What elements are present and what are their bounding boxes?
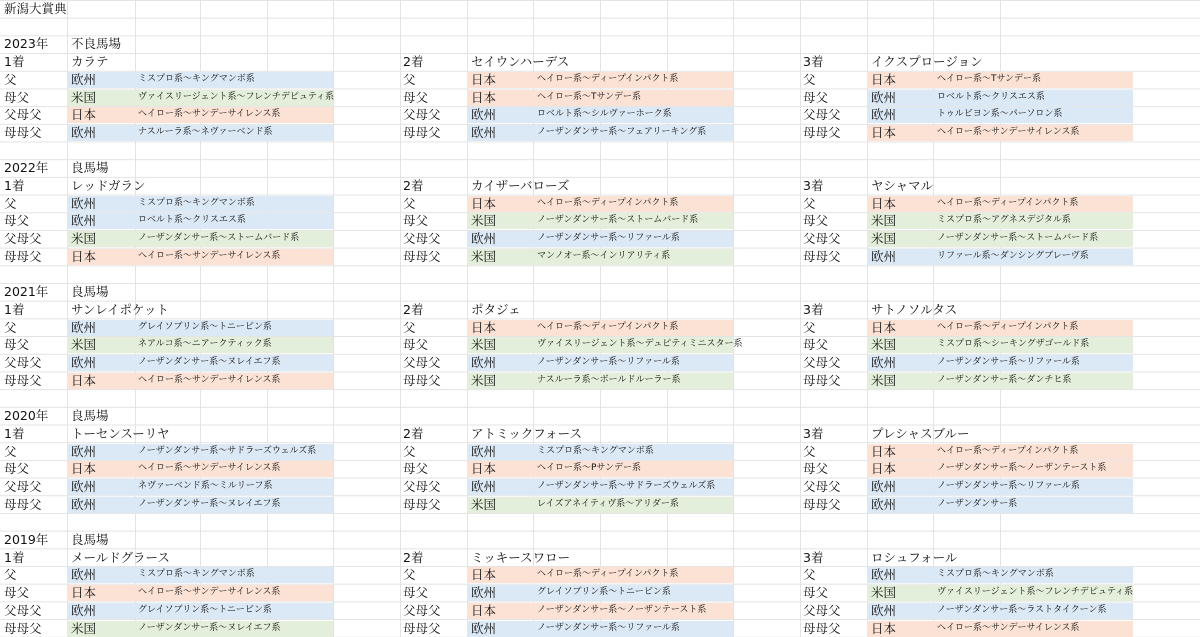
relation-label-cell[interactable]: 父母父	[803, 602, 841, 618]
lineage-cell[interactable]: ヘイロー系～サンデーサイレンス系	[138, 463, 281, 474]
region-cell[interactable]: 米国	[871, 231, 897, 247]
track-condition-cell[interactable]: 良馬場	[71, 532, 109, 547]
rank-cell[interactable]: 1着	[4, 178, 25, 193]
lineage-cell[interactable]: ノーザンダンサー系～リファール系	[937, 480, 1080, 491]
lineage-cell[interactable]: ミスプロ系～キングマンボ系	[138, 73, 255, 84]
region-cell[interactable]: 日本	[471, 319, 497, 335]
region-cell[interactable]: 欧州	[871, 248, 897, 264]
region-cell[interactable]: 米国	[471, 372, 497, 388]
lineage-row	[0, 124, 1200, 142]
relation-label-cell[interactable]: 父	[803, 567, 816, 583]
lineage-cell[interactable]: ロベルト系～クリスエス系	[937, 91, 1045, 102]
region-cell[interactable]: 欧州	[471, 231, 497, 247]
region-cell[interactable]: 米国	[871, 337, 897, 353]
lineage-row	[0, 89, 1200, 107]
lineage-cell[interactable]: ロベルト系～クリスエス系	[138, 215, 246, 226]
lineage-cell[interactable]: リファール系～ダンシングブレーヴ系	[937, 250, 1089, 261]
region-cell[interactable]: 日本	[471, 461, 497, 477]
relation-label-cell[interactable]: 母父	[403, 337, 429, 353]
region-cell[interactable]: 欧州	[871, 602, 897, 618]
relation-label-cell[interactable]: 父	[403, 71, 416, 87]
rank-cell[interactable]: 2着	[403, 425, 424, 441]
lineage-cell[interactable]: ノーザンダンサー系～サドラーズウェルズ系	[537, 480, 716, 491]
region-cell[interactable]: 日本	[871, 124, 897, 140]
region-cell[interactable]: 欧州	[871, 89, 897, 105]
relation-label-cell[interactable]: 母母父	[4, 620, 42, 636]
region-cell[interactable]: 米国	[471, 248, 497, 264]
lineage-row	[0, 106, 1200, 124]
lineage-cell[interactable]: ミスプロ系～キングマンボ系	[138, 197, 255, 208]
horse-name-cell[interactable]: カラテ	[71, 54, 109, 70]
track-condition-cell[interactable]: 良馬場	[71, 408, 109, 424]
relation-label-cell[interactable]: 父母父	[803, 107, 841, 123]
lineage-cell[interactable]: ノーザンダンサー系～ノーザンテースト系	[937, 463, 1107, 474]
lineage-row	[0, 584, 1200, 602]
year-header-row	[0, 35, 1200, 53]
region-cell[interactable]: 欧州	[71, 443, 97, 459]
year-cell[interactable]: 2019年	[4, 532, 49, 547]
lineage-cell[interactable]: ヘイロー系～サンデーサイレンス系	[138, 109, 281, 120]
region-cell[interactable]: 日本	[871, 620, 897, 636]
relation-label-cell[interactable]: 母父	[803, 585, 829, 601]
lineage-cell[interactable]: グレイソブリン系～トニービン系	[138, 604, 272, 615]
sheet-title-row	[0, 0, 1200, 18]
lineage-cell[interactable]: ノーザンダンサー系～リファール系	[537, 357, 680, 367]
lineage-cell[interactable]: ミスプロ系～キングマンボ系	[537, 445, 654, 456]
relation-label-cell[interactable]: 父母父	[403, 355, 441, 370]
relation-label-cell[interactable]: 母母父	[403, 124, 441, 140]
lineage-cell[interactable]: ヘイロー系～Pサンデー系	[537, 463, 641, 474]
relation-label-cell[interactable]: 母父	[4, 585, 30, 601]
lineage-cell[interactable]: グレイソブリン系～トニービン系	[138, 321, 272, 332]
lineage-cell[interactable]: ミスプロ系～キングマンボ系	[138, 569, 255, 580]
rank-row	[0, 425, 1200, 443]
relation-label-cell[interactable]: 父母父	[4, 231, 42, 247]
relation-label-cell[interactable]: 父	[403, 567, 416, 583]
relation-label-cell[interactable]: 父	[803, 71, 816, 87]
rank-cell[interactable]: 3着	[803, 549, 824, 565]
lineage-cell[interactable]: レイズアネイティヴ系～アリダー系	[537, 498, 679, 509]
region-cell[interactable]: 欧州	[71, 319, 97, 335]
lineage-cell[interactable]: ネヴァーベンド系～ミルリーフ系	[138, 480, 273, 491]
rank-cell[interactable]: 2着	[403, 54, 424, 70]
lineage-cell[interactable]: ヘイロー系～ディープインパクト系	[537, 197, 679, 208]
lineage-row	[0, 336, 1200, 354]
lineage-cell[interactable]: ミスプロ系～アグネスデジタル系	[937, 215, 1071, 226]
region-cell[interactable]: 欧州	[71, 567, 97, 583]
relation-label-cell[interactable]: 父母父	[403, 478, 441, 494]
relation-label-cell[interactable]: 父	[4, 71, 17, 87]
relation-label-cell[interactable]: 母母父	[803, 372, 841, 388]
region-cell[interactable]: 日本	[71, 248, 97, 264]
region-cell[interactable]: 欧州	[871, 567, 897, 583]
lineage-row	[0, 319, 1200, 337]
year-cell[interactable]: 2020年	[4, 408, 49, 424]
horse-name-cell[interactable]: カイザーバローズ	[471, 178, 570, 193]
relation-label-cell[interactable]: 母母父	[403, 372, 441, 388]
relation-label-cell[interactable]: 母父	[403, 461, 429, 477]
rank-cell[interactable]: 1着	[4, 301, 25, 317]
lineage-cell[interactable]: グレイソブリン系～トニービン系	[537, 587, 671, 598]
relation-label-cell[interactable]: 母母父	[403, 496, 441, 512]
lineage-row	[0, 354, 1200, 372]
horse-name-cell[interactable]: ヤシャマル	[871, 178, 934, 193]
horse-name-cell[interactable]: イクスプロージョン	[871, 54, 983, 70]
lineage-cell[interactable]: ノーザンダンサー系～ダンチヒ系	[937, 374, 1072, 385]
region-cell[interactable]: 米国	[71, 620, 97, 636]
lineage-cell[interactable]: ヴァイスリージェント系～デュピティミニスター系	[537, 339, 743, 350]
relation-label-cell[interactable]: 母母父	[803, 124, 841, 140]
lineage-cell[interactable]: ノーザンダンサー系～リファール系	[537, 233, 680, 244]
rank-cell[interactable]: 3着	[803, 178, 824, 193]
region-cell[interactable]: 日本	[71, 461, 97, 477]
region-cell[interactable]: 欧州	[471, 124, 497, 140]
relation-label-cell[interactable]: 父母父	[4, 355, 42, 370]
rank-row	[0, 177, 1200, 195]
relation-label-cell[interactable]: 母父	[4, 461, 30, 477]
horse-name-cell[interactable]: ロシュフォール	[871, 549, 958, 565]
relation-label-cell[interactable]: 父	[4, 567, 17, 583]
region-cell[interactable]: 日本	[71, 372, 97, 388]
region-cell[interactable]: 日本	[871, 443, 897, 459]
lineage-cell[interactable]: ヴァイスリージェント系～フレンチデピュティ系	[937, 587, 1134, 598]
relation-label-cell[interactable]: 母母父	[4, 496, 42, 512]
horse-name-cell[interactable]: メールドグラース	[71, 549, 170, 565]
region-cell[interactable]: 欧州	[871, 496, 897, 512]
lineage-cell[interactable]: ヘイロー系～Tサンデー系	[937, 73, 1042, 84]
lineage-cell[interactable]: ノーザンダンサー系～ヌレイエフ系	[138, 357, 281, 367]
region-cell[interactable]: 米国	[471, 496, 497, 512]
relation-label-cell[interactable]: 母母父	[4, 248, 42, 264]
lineage-cell[interactable]: マンノオー系～インリアリティ系	[537, 250, 671, 261]
region-cell[interactable]: 日本	[71, 107, 97, 123]
relation-label-cell[interactable]: 父	[4, 195, 17, 211]
relation-label-cell[interactable]: 母父	[4, 213, 30, 229]
relation-label-cell[interactable]: 母父	[403, 213, 429, 229]
region-cell[interactable]: 米国	[71, 231, 97, 247]
relation-label-cell[interactable]: 母母父	[803, 620, 841, 636]
lineage-row	[0, 478, 1200, 496]
rank-cell[interactable]: 1着	[4, 54, 25, 70]
relation-label-cell[interactable]: 母父	[803, 89, 829, 105]
region-cell[interactable]: 欧州	[471, 478, 497, 494]
horse-name-cell[interactable]: トーセンスーリヤ	[71, 425, 170, 441]
year-header-row	[0, 407, 1200, 425]
lineage-cell[interactable]: ヴァイスリージェント系～フレンチデピュティ系	[138, 91, 335, 102]
lineage-cell[interactable]: ナスルーラ系～ネヴァーベンド系	[138, 126, 273, 137]
relation-label-cell[interactable]: 母父	[4, 337, 30, 353]
rank-cell[interactable]: 1着	[4, 425, 25, 441]
lineage-cell[interactable]: ノーザンダンサー系～ストームバード系	[138, 233, 300, 244]
relation-label-cell[interactable]: 母父	[803, 213, 829, 229]
region-cell[interactable]: 欧州	[71, 478, 97, 494]
lineage-row	[0, 372, 1200, 390]
relation-label-cell[interactable]: 父	[803, 443, 816, 459]
lineage-cell[interactable]: ノーザンダンサー系～フェアリーキング系	[537, 126, 707, 137]
region-cell[interactable]: 米国	[871, 213, 897, 229]
rank-cell[interactable]: 3着	[803, 54, 824, 70]
region-cell[interactable]: 欧州	[71, 71, 97, 87]
lineage-cell[interactable]: ミスプロ系～シーキングザゴールド系	[937, 339, 1090, 350]
lineage-cell[interactable]: ノーザンダンサー系～ノーザンテースト系	[537, 604, 707, 615]
region-cell[interactable]: 欧州	[871, 107, 897, 123]
region-cell[interactable]: 日本	[471, 89, 497, 105]
region-cell[interactable]: 欧州	[71, 355, 97, 370]
lineage-cell[interactable]: ノーザンダンサー系～ストームバード系	[537, 215, 699, 226]
horse-name-cell[interactable]: サトノソルタス	[871, 301, 958, 317]
relation-label-cell[interactable]: 母父	[403, 585, 429, 601]
lineage-cell[interactable]: ミスプロ系～キングマンボ系	[937, 569, 1054, 580]
region-cell[interactable]: 米国	[471, 213, 497, 229]
relation-label-cell[interactable]: 母母父	[4, 372, 42, 388]
lineage-row	[0, 460, 1200, 478]
relation-label-cell[interactable]: 母母父	[803, 496, 841, 512]
lineage-row	[0, 496, 1200, 514]
lineage-cell[interactable]: ヘイロー系～サンデーサイレンス系	[138, 374, 281, 385]
rank-cell[interactable]: 2着	[403, 301, 424, 317]
region-cell[interactable]: 欧州	[71, 124, 97, 140]
region-cell[interactable]: 日本	[471, 602, 497, 618]
region-cell[interactable]: 米国	[871, 585, 897, 601]
lineage-row	[0, 602, 1200, 620]
region-cell[interactable]: 欧州	[471, 355, 497, 370]
lineage-cell[interactable]: ノーザンダンサー系～ヌレイエフ系	[138, 622, 281, 633]
relation-label-cell[interactable]: 父	[403, 195, 416, 211]
rank-row	[0, 549, 1200, 567]
relation-label-cell[interactable]: 父母父	[803, 478, 841, 494]
region-cell[interactable]: 日本	[871, 195, 897, 211]
relation-label-cell[interactable]: 母父	[803, 337, 829, 353]
rank-row	[0, 301, 1200, 319]
horse-name-cell[interactable]: ミッキースワロー	[471, 549, 571, 565]
region-cell[interactable]: 欧州	[871, 355, 897, 370]
relation-label-cell[interactable]: 父母父	[4, 602, 42, 618]
region-cell[interactable]: 米国	[71, 89, 97, 105]
lineage-cell[interactable]: ノーザンダンサー系～ヌレイエフ系	[138, 498, 281, 509]
rank-row	[0, 53, 1200, 71]
rank-cell[interactable]: 1着	[4, 549, 25, 565]
relation-label-cell[interactable]: 父母父	[4, 107, 42, 123]
lineage-cell[interactable]: ノーザンダンサー系～ラストタイクーン系	[937, 604, 1107, 615]
year-cell[interactable]: 2021年	[4, 284, 49, 300]
lineage-row	[0, 71, 1200, 89]
region-cell[interactable]: 日本	[871, 319, 897, 335]
lineage-row	[0, 248, 1200, 266]
track-condition-cell[interactable]: 不良馬場	[71, 36, 122, 52]
track-condition-cell[interactable]: 良馬場	[71, 284, 109, 300]
lineage-cell[interactable]: ナスルーラ系～ボールドルーラー系	[537, 374, 681, 385]
rank-cell[interactable]: 3着	[803, 301, 824, 317]
region-cell[interactable]: 欧州	[71, 602, 97, 618]
relation-label-cell[interactable]: 母母父	[403, 620, 441, 636]
relation-label-cell[interactable]: 母父	[4, 89, 30, 105]
region-cell[interactable]: 米国	[71, 337, 97, 353]
relation-label-cell[interactable]: 父母父	[403, 231, 441, 247]
lineage-cell[interactable]: ロベルト系～シルヴァーホーク系	[537, 109, 672, 120]
relation-label-cell[interactable]: 母母父	[403, 248, 441, 264]
region-cell[interactable]: 欧州	[871, 478, 897, 494]
relation-label-cell[interactable]: 母母父	[4, 124, 42, 140]
region-cell[interactable]: 欧州	[471, 585, 497, 601]
relation-label-cell[interactable]: 父	[403, 443, 416, 459]
lineage-cell[interactable]: ヘイロー系～ディープインパクト系	[937, 445, 1079, 456]
relation-label-cell[interactable]: 父	[803, 319, 816, 335]
year-cell[interactable]: 2022年	[4, 160, 49, 176]
lineage-cell[interactable]: ヘイロー系～ディープインパクト系	[537, 569, 679, 580]
lineage-row	[0, 230, 1200, 248]
relation-label-cell[interactable]: 母母父	[803, 248, 841, 264]
horse-name-cell[interactable]: ポタジェ	[471, 301, 521, 317]
relation-label-cell[interactable]: 父母父	[803, 355, 841, 370]
track-condition-cell[interactable]: 良馬場	[71, 160, 109, 176]
relation-label-cell[interactable]: 父	[403, 319, 416, 335]
region-cell[interactable]: 欧州	[471, 443, 497, 459]
relation-label-cell[interactable]: 母父	[403, 89, 429, 105]
region-cell[interactable]: 欧州	[71, 496, 97, 512]
lineage-cell[interactable]: ヘイロー系～サンデーサイレンス系	[138, 250, 281, 261]
relation-label-cell[interactable]: 父母父	[403, 107, 441, 123]
lineage-cell[interactable]: ノーザンダンサー系～サドラーズウェルズ系	[138, 445, 317, 456]
lineage-cell[interactable]: ノーザンダンサー系～リファール系	[937, 357, 1080, 367]
lineage-cell[interactable]: ヘイロー系～ディープインパクト系	[937, 321, 1079, 332]
relation-label-cell[interactable]: 父	[4, 319, 17, 335]
region-cell[interactable]: 欧州	[471, 620, 497, 636]
lineage-row	[0, 443, 1200, 461]
rank-cell[interactable]: 2着	[403, 549, 424, 565]
year-header-row	[0, 531, 1200, 549]
region-cell[interactable]: 米国	[471, 337, 497, 353]
region-cell[interactable]: 欧州	[71, 195, 97, 211]
lineage-row	[0, 195, 1200, 213]
rank-cell[interactable]: 3着	[803, 425, 824, 441]
region-cell[interactable]: 日本	[471, 195, 497, 211]
horse-name-cell[interactable]: サンレイポケット	[71, 301, 169, 317]
rank-cell[interactable]: 2着	[403, 178, 424, 193]
region-cell[interactable]: 日本	[871, 461, 897, 477]
relation-label-cell[interactable]: 父母父	[803, 231, 841, 247]
relation-label-cell[interactable]: 父母父	[4, 478, 42, 494]
region-cell[interactable]: 欧州	[471, 107, 497, 123]
lineage-cell[interactable]: ヘイロー系～サンデーサイレンス系	[937, 622, 1080, 633]
region-cell[interactable]: 日本	[71, 585, 97, 601]
lineage-cell[interactable]: ヘイロー系～Tサンデー系	[537, 91, 642, 102]
horse-name-cell[interactable]: レッドガラン	[71, 178, 146, 193]
region-cell[interactable]: 日本	[471, 567, 497, 583]
lineage-row	[0, 212, 1200, 230]
lineage-cell[interactable]: ネアルコ系～ニアークティック系	[138, 339, 272, 350]
region-cell[interactable]: 日本	[471, 71, 497, 87]
lineage-cell[interactable]: ヘイロー系～ディープインパクト系	[537, 321, 679, 332]
lineage-row	[0, 566, 1200, 584]
relation-label-cell[interactable]: 父	[4, 443, 17, 459]
lineage-cell[interactable]: ヘイロー系～サンデーサイレンス系	[138, 587, 281, 598]
relation-label-cell[interactable]: 母父	[803, 461, 829, 477]
lineage-cell[interactable]: ノーザンダンサー系～ストームバード系	[937, 233, 1099, 244]
relation-label-cell[interactable]: 父	[803, 195, 816, 211]
horse-name-cell[interactable]: プレシャスブルー	[871, 425, 970, 441]
region-cell[interactable]: 米国	[871, 372, 897, 388]
lineage-cell[interactable]: ノーザンダンサー系	[937, 498, 1018, 509]
lineage-cell[interactable]: ヘイロー系～サンデーサイレンス系	[937, 126, 1080, 137]
year-header-row	[0, 159, 1200, 177]
lineage-cell[interactable]: ヘイロー系～ディープインパクト系	[537, 73, 679, 84]
lineage-cell[interactable]: トゥルビヨン系～パーソロン系	[937, 109, 1063, 120]
horse-name-cell[interactable]: セイウンハーデス	[471, 54, 570, 70]
lineage-cell[interactable]: ノーザンダンサー系～リファール系	[537, 622, 680, 633]
lineage-row	[0, 620, 1200, 637]
lineage-cell[interactable]: ヘイロー系～ディープインパクト系	[937, 197, 1079, 208]
region-cell[interactable]: 日本	[871, 71, 897, 87]
relation-label-cell[interactable]: 父母父	[403, 602, 441, 618]
sheet-title[interactable]: 新潟大賞典	[4, 1, 67, 16]
year-header-row	[0, 283, 1200, 301]
horse-name-cell[interactable]: アトミックフォース	[471, 425, 583, 441]
year-cell[interactable]: 2023年	[4, 36, 49, 52]
region-cell[interactable]: 欧州	[71, 213, 97, 229]
